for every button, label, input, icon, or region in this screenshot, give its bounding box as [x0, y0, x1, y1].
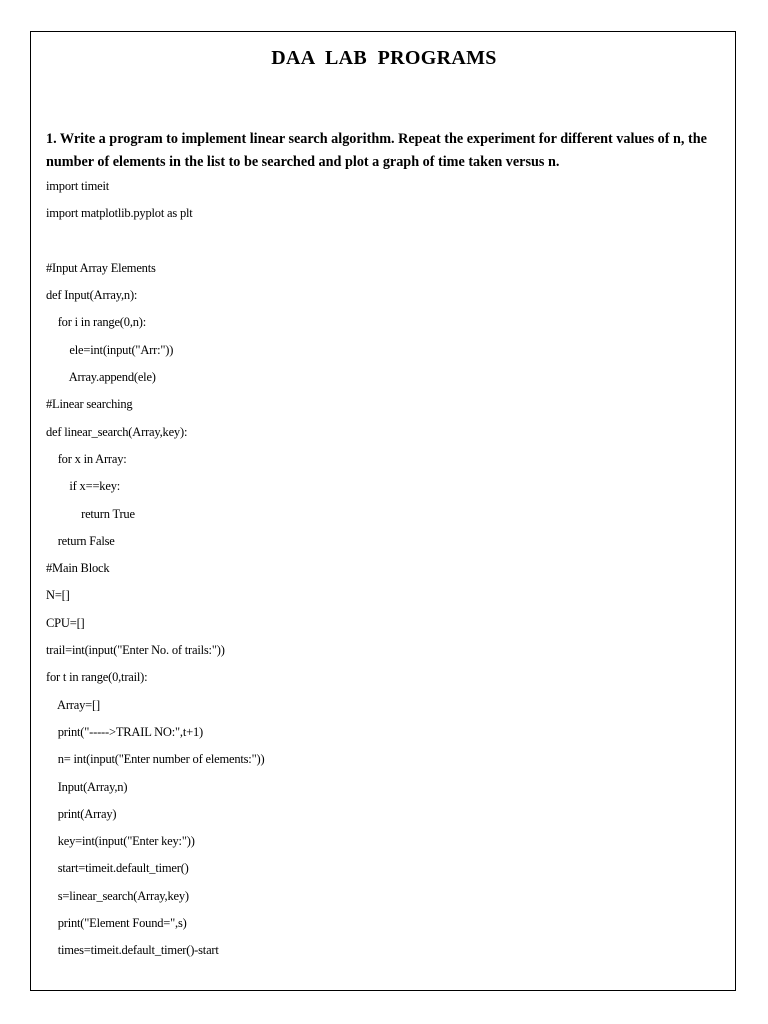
code-line: import matplotlib.pyplot as plt: [46, 206, 193, 221]
code-line: #Input Array Elements: [46, 260, 156, 275]
code-line: print("Element Found=",s): [46, 916, 187, 931]
code-line: ele=int(input("Arr:")): [46, 342, 174, 357]
code-line: #Main Block: [46, 561, 110, 576]
code-line: Input(Array,n): [46, 779, 128, 794]
code-line: CPU=[]: [46, 615, 85, 630]
code-line: return False: [46, 533, 115, 548]
code-line: for x in Array:: [46, 451, 127, 466]
document-title: DAA LAB PROGRAMS: [271, 47, 497, 69]
question-text: 1. Write a program to implement linear search algorithm. Repeat the experiment for different values of n, the number of elements in the list to be searched and plot a graph of time taken versus n.: [46, 131, 707, 170]
code-line: print("----->TRAIL NO:",t+1): [46, 724, 203, 739]
code-line: for t in range(0,trail):: [46, 670, 148, 685]
code-line: def linear_search(Array,key):: [46, 424, 188, 439]
code-listing: [46, 173, 706, 965]
code-line: start=timeit.default_timer(): [46, 861, 189, 876]
code-line: times=timeit.default_timer()-start: [46, 943, 219, 958]
code-line: for i in range(0,n):: [46, 315, 147, 330]
code-line: return True: [46, 506, 135, 521]
code-line: import timeit: [46, 179, 110, 193]
code-line: n= int(input("Enter number of elements:")): [46, 752, 265, 767]
code-line: N=[]: [46, 588, 70, 603]
code-line: def Input(Array,n):: [46, 288, 138, 303]
code-line: Array=[]: [46, 697, 100, 712]
code-line: Array.append(ele): [46, 370, 156, 385]
code-line: key=int(input("Enter key:")): [46, 834, 195, 849]
code-line: if x==key:: [46, 479, 121, 494]
code-line: trail=int(input("Enter No. of trails:")): [46, 643, 225, 658]
code-line: [46, 228, 706, 255]
code-line: print(Array): [46, 806, 117, 821]
code-line: s=linear_search(Array,key): [46, 888, 189, 903]
code-line: #Linear searching: [46, 397, 133, 412]
